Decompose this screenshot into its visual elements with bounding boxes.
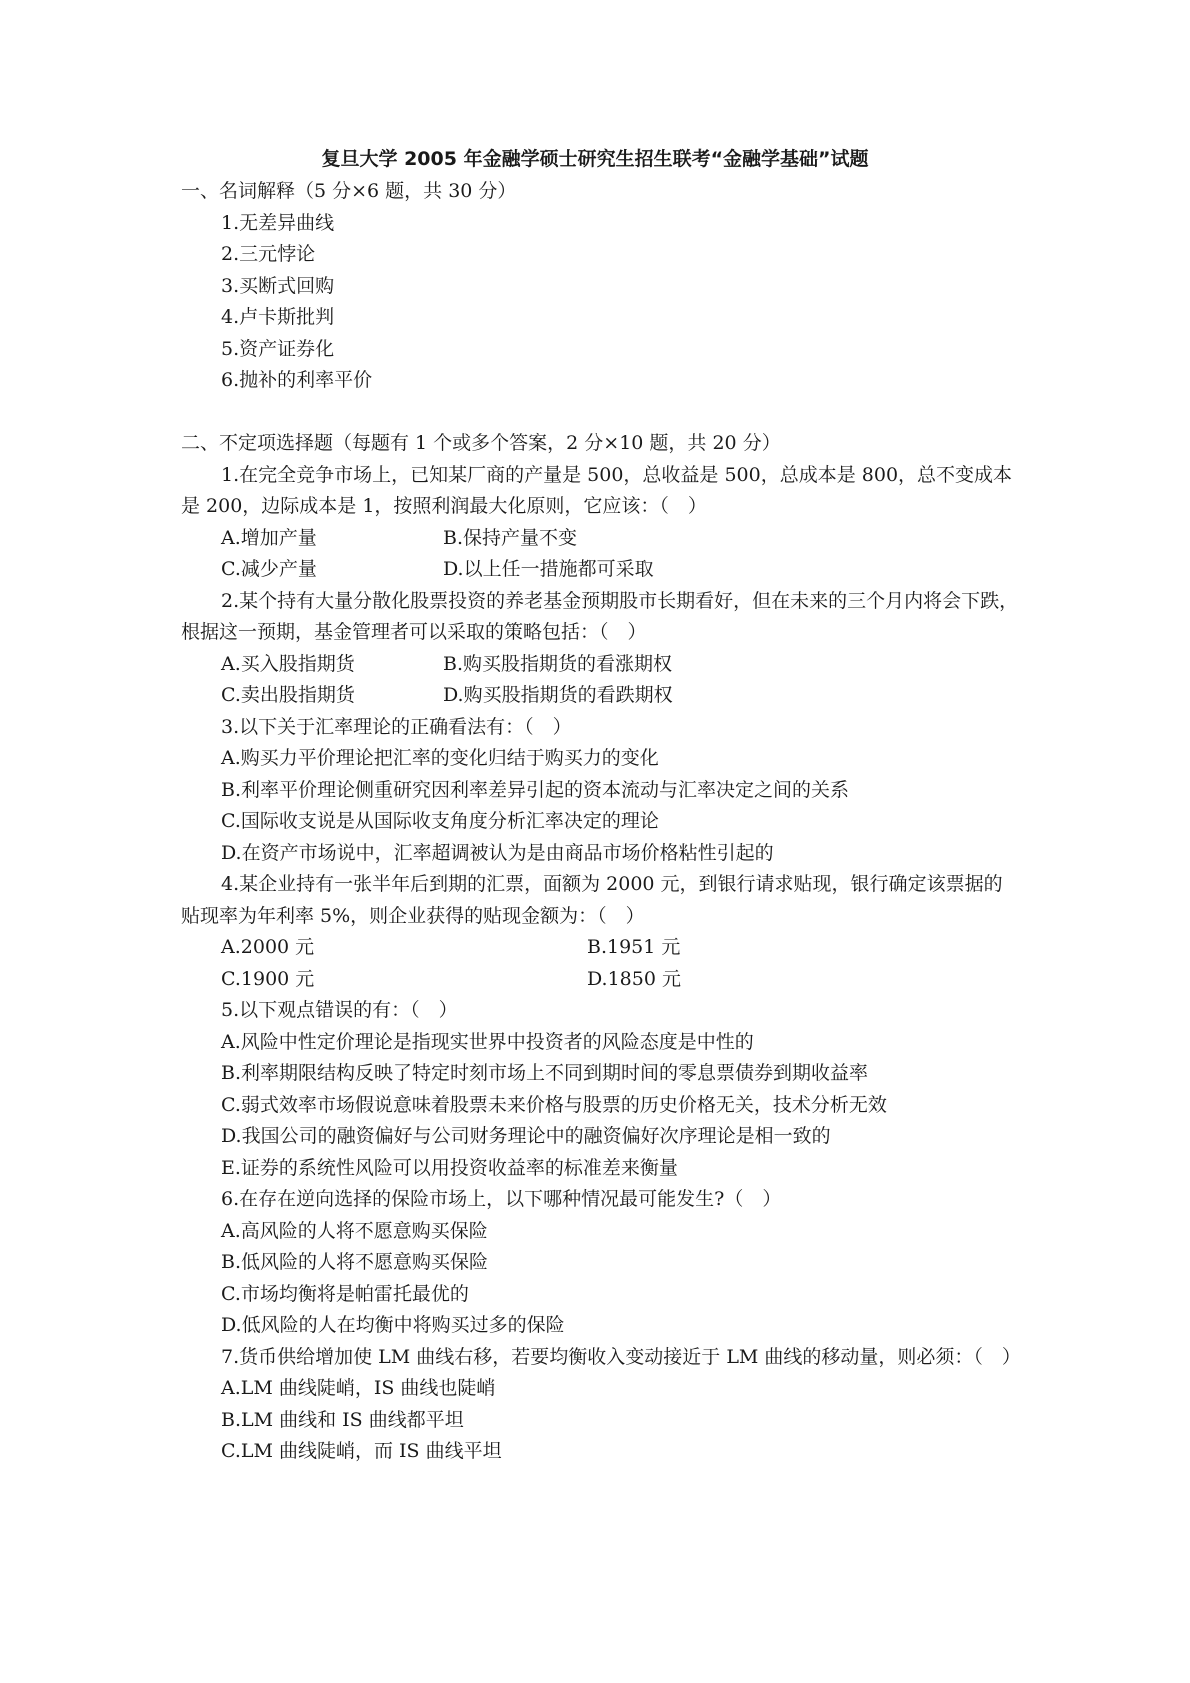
option-d: D.1850 元 xyxy=(587,967,681,990)
option-c: C.卖出股指期货 xyxy=(221,684,355,706)
question-1: 1.在完全竞争市场上，已知某厂商的产量是 500，总收益是 500，总成本是 800，总不变成本是 200，边际成本是 1，按照利润最大化原则，它应该：（ ） xyxy=(181,463,1013,517)
option-c: C.1900 元 xyxy=(221,967,315,990)
term-item: 4.卢卡斯批判 xyxy=(221,306,335,328)
term-item: 5.资产证券化 xyxy=(221,337,335,360)
question-4-options-row-1 xyxy=(181,932,1021,964)
option-d: D.低风险的人在均衡中将购买过多的保险 xyxy=(221,1314,565,1336)
question-5: 5.以下观点错误的有：（ ） xyxy=(221,999,458,1021)
option-d: D.以上任一措施都可采取 xyxy=(443,558,654,580)
option-c: C.LM 曲线陡峭，而 IS 曲线平坦 xyxy=(221,1440,502,1462)
question-6: 6.在存在逆向选择的保险市场上，以下哪种情况最可能发生?（ ） xyxy=(221,1188,782,1210)
question-4-options-row-2 xyxy=(181,964,1021,996)
option-a: A.购买力平价理论把汇率的变化归结于购买力的变化 xyxy=(221,747,659,769)
option-a: A.LM 曲线陡峭，IS 曲线也陡峭 xyxy=(221,1377,496,1399)
option-d: D.在资产市场说中，汇率超调被认为是由商品市场价格粘性引起的 xyxy=(221,841,774,864)
exam-content xyxy=(181,176,1021,1468)
option-b: B.利率期限结构反映了特定时刻市场上不同到期时间的零息票债券到期收益率 xyxy=(221,1062,869,1084)
question-2-options-row-1 xyxy=(181,649,1021,681)
option-c: C.弱式效率市场假说意味着股票未来价格与股票的历史价格无关，技术分析无效 xyxy=(221,1093,887,1116)
option-a: A.高风险的人将不愿意购买保险 xyxy=(221,1219,488,1242)
page-title: 复旦大学 2005 年金融学硕士研究生招生联考“金融学基础”试题 xyxy=(321,148,869,170)
question-7: 7.货币供给增加使 LM 曲线右移，若要均衡收入变动接近于 LM 曲线的移动量，则必须：（ ） xyxy=(221,1345,1021,1368)
question-1-options-row-2 xyxy=(181,554,1021,586)
option-c: C.国际收支说是从国际收支角度分析汇率决定的理论 xyxy=(221,810,659,832)
term-item: 2.三元悖论 xyxy=(221,243,316,265)
option-b: B.购买股指期货的看涨期权 xyxy=(443,652,673,675)
option-b: B.保持产量不变 xyxy=(443,526,578,549)
term-item: 1.无差异曲线 xyxy=(221,211,335,234)
option-e: E.证券的系统性风险可以用投资收益率的标准差来衡量 xyxy=(221,1156,678,1179)
option-c: C.减少产量 xyxy=(221,558,317,580)
option-b: B.利率平价理论侧重研究因利率差异引起的资本流动与汇率决定之间的关系 xyxy=(221,778,850,801)
option-a: A.2000 元 xyxy=(221,936,315,958)
question-1-options-row-1 xyxy=(181,523,1021,555)
question-2: 2.某个持有大量分散化股票投资的养老基金预期股市长期看好，但在未来的三个月内将会下跌，根据这一预期，基金管理者可以采取的策略包括：（ ） xyxy=(181,589,1019,643)
question-2-options-row-2 xyxy=(181,680,1021,712)
question-4: 4.某企业持有一张半年后到期的汇票，面额为 2000 元，到银行请求贴现，银行确定该票据的贴现率为年利率 5%，则企业获得的贴现金额为：（ ） xyxy=(181,873,1003,927)
option-a: A.风险中性定价理论是指现实世界中投资者的风险态度是中性的 xyxy=(221,1030,754,1053)
section-1-heading: 一、名词解释（5 分×6 题，共 30 分） xyxy=(181,180,517,202)
term-item: 6.抛补的利率平价 xyxy=(221,369,373,391)
term-item: 3.买断式回购 xyxy=(221,274,335,297)
option-b: B.LM 曲线和 IS 曲线都平坦 xyxy=(221,1408,464,1431)
option-c: C.市场均衡将是帕雷托最优的 xyxy=(221,1282,469,1305)
section-2-heading: 二、不定项选择题（每题有 1 个或多个答案，2 分×10 题，共 20 分） xyxy=(181,432,781,454)
option-a: A.买入股指期货 xyxy=(221,652,355,675)
option-d: D.购买股指期货的看跌期权 xyxy=(443,684,673,706)
option-b: B.1951 元 xyxy=(587,936,681,958)
spacer xyxy=(181,397,1021,429)
question-3: 3.以下关于汇率理论的正确看法有：（ ） xyxy=(221,715,572,738)
option-b: B.低风险的人将不愿意购买保险 xyxy=(221,1251,489,1273)
option-d: D.我国公司的融资偏好与公司财务理论中的融资偏好次序理论是相一致的 xyxy=(221,1125,831,1147)
option-a: A.增加产量 xyxy=(221,526,317,549)
